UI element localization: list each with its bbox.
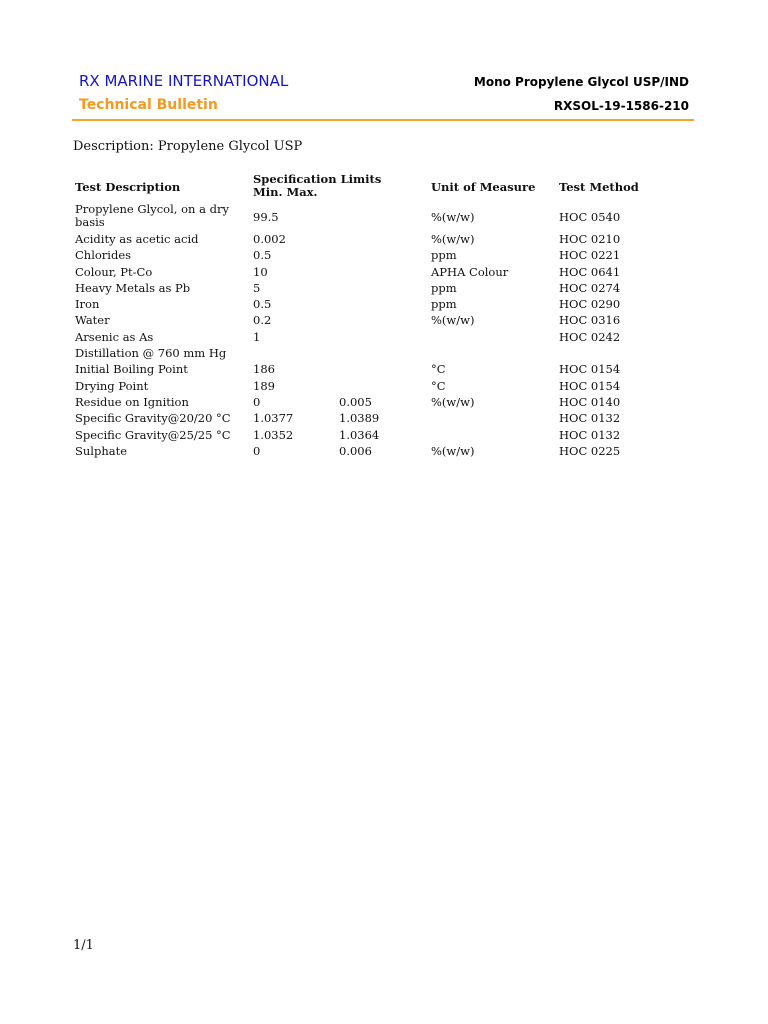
row-test: Acidity as acetic acid <box>75 232 199 246</box>
table-row <box>75 203 715 232</box>
row-max: 0.006 <box>339 443 372 458</box>
row-unit: ppm <box>431 280 457 295</box>
row-unit: %(w/w) <box>431 232 475 246</box>
company-name: RX MARINE INTERNATIONAL <box>79 72 289 90</box>
row-min: 0.5 <box>253 248 272 263</box>
row-unit: %(w/w) <box>431 313 475 328</box>
row-test: Specific Gravity@25/25 °C <box>75 427 231 442</box>
row-unit: %(w/w) <box>431 210 475 224</box>
table-row <box>75 428 715 444</box>
row-method: HOC 0154 <box>559 378 621 393</box>
row-min: 1.0377 <box>253 411 294 426</box>
row-method: HOC 0154 <box>559 362 621 377</box>
row-max: 1.0389 <box>339 411 380 426</box>
table-row <box>75 444 715 460</box>
table-row <box>75 395 715 411</box>
header-spec-line2: Min. Max. <box>253 185 318 199</box>
table-row <box>75 297 715 313</box>
row-method: HOC 0132 <box>559 427 621 442</box>
row-test: Iron <box>75 297 100 312</box>
row-method: HOC 0132 <box>559 411 621 426</box>
row-min: 5 <box>253 280 261 295</box>
row-min: 0.5 <box>253 297 272 312</box>
header-test-description: Test Description <box>75 180 181 194</box>
row-unit: ppm <box>431 297 457 312</box>
row-method: HOC 0274 <box>559 280 621 295</box>
product-description: Description: Propylene Glycol USP <box>73 139 303 154</box>
row-test: Distillation @ 760 mm Hg <box>75 346 227 361</box>
table-row <box>75 265 715 281</box>
row-unit: APHA Colour <box>431 264 509 279</box>
row-method: HOC 0221 <box>559 248 621 263</box>
page-number: 1/1 <box>73 938 94 953</box>
table-row <box>75 330 715 346</box>
row-method: HOC 0290 <box>559 297 621 312</box>
table-row <box>75 232 715 248</box>
product-name: Mono Propylene Glycol USP/IND <box>473 75 689 89</box>
row-min: 0 <box>253 443 261 458</box>
row-test: Residue on Ignition <box>75 394 189 409</box>
row-method: HOC 0540 <box>559 210 621 224</box>
row-method: HOC 0210 <box>559 232 621 246</box>
table-row <box>75 346 715 362</box>
document-number: RXSOL-19-1586-210 <box>553 99 689 113</box>
row-min: 0.2 <box>253 313 272 328</box>
header-spec-line1: Specification Limits <box>253 172 382 186</box>
table-header-row <box>75 173 715 203</box>
row-test: Chlorides <box>75 248 132 263</box>
row-min: 0.002 <box>253 232 286 246</box>
row-method: HOC 0641 <box>559 264 621 279</box>
header-divider <box>72 119 694 121</box>
row-unit: %(w/w) <box>431 443 475 458</box>
row-test: Drying Point <box>75 378 149 393</box>
row-max: 1.0364 <box>339 427 380 442</box>
table-row <box>75 411 715 427</box>
row-unit: °C <box>431 378 446 393</box>
row-min: 10 <box>253 264 268 279</box>
row-unit: %(w/w) <box>431 394 475 409</box>
row-test: Initial Boiling Point <box>75 362 188 377</box>
row-min: 99.5 <box>253 210 279 224</box>
row-test: Heavy Metals as Pb <box>75 280 191 295</box>
specification-table <box>75 173 715 460</box>
row-min: 186 <box>253 362 275 377</box>
bulletin-title: Technical Bulletin <box>79 97 218 113</box>
row-method: HOC 0316 <box>559 313 621 328</box>
row-method: HOC 0225 <box>559 443 621 458</box>
header-unit-of-measure: Unit of Measure <box>431 180 536 194</box>
table-row <box>75 362 715 378</box>
table-row <box>75 313 715 329</box>
row-min: 1 <box>253 329 261 344</box>
row-test: Colour, Pt-Co <box>75 264 153 279</box>
row-test: Propylene Glycol, on a dry basis <box>75 202 229 229</box>
row-unit: °C <box>431 362 446 377</box>
table-row <box>75 379 715 395</box>
row-test: Specific Gravity@20/20 °C <box>75 411 231 426</box>
row-method: HOC 0140 <box>559 394 621 409</box>
row-max: 0.005 <box>339 394 372 409</box>
row-method: HOC 0242 <box>559 329 621 344</box>
row-min: 0 <box>253 394 261 409</box>
row-min: 1.0352 <box>253 427 294 442</box>
row-min: 189 <box>253 378 275 393</box>
row-test: Arsenic as As <box>75 329 154 344</box>
table-row <box>75 248 715 264</box>
row-test: Sulphate <box>75 443 128 458</box>
header-test-method: Test Method <box>559 180 639 194</box>
row-unit: ppm <box>431 248 457 263</box>
row-test: Water <box>75 313 110 328</box>
header-specification-limits <box>253 173 381 199</box>
table-row <box>75 281 715 297</box>
